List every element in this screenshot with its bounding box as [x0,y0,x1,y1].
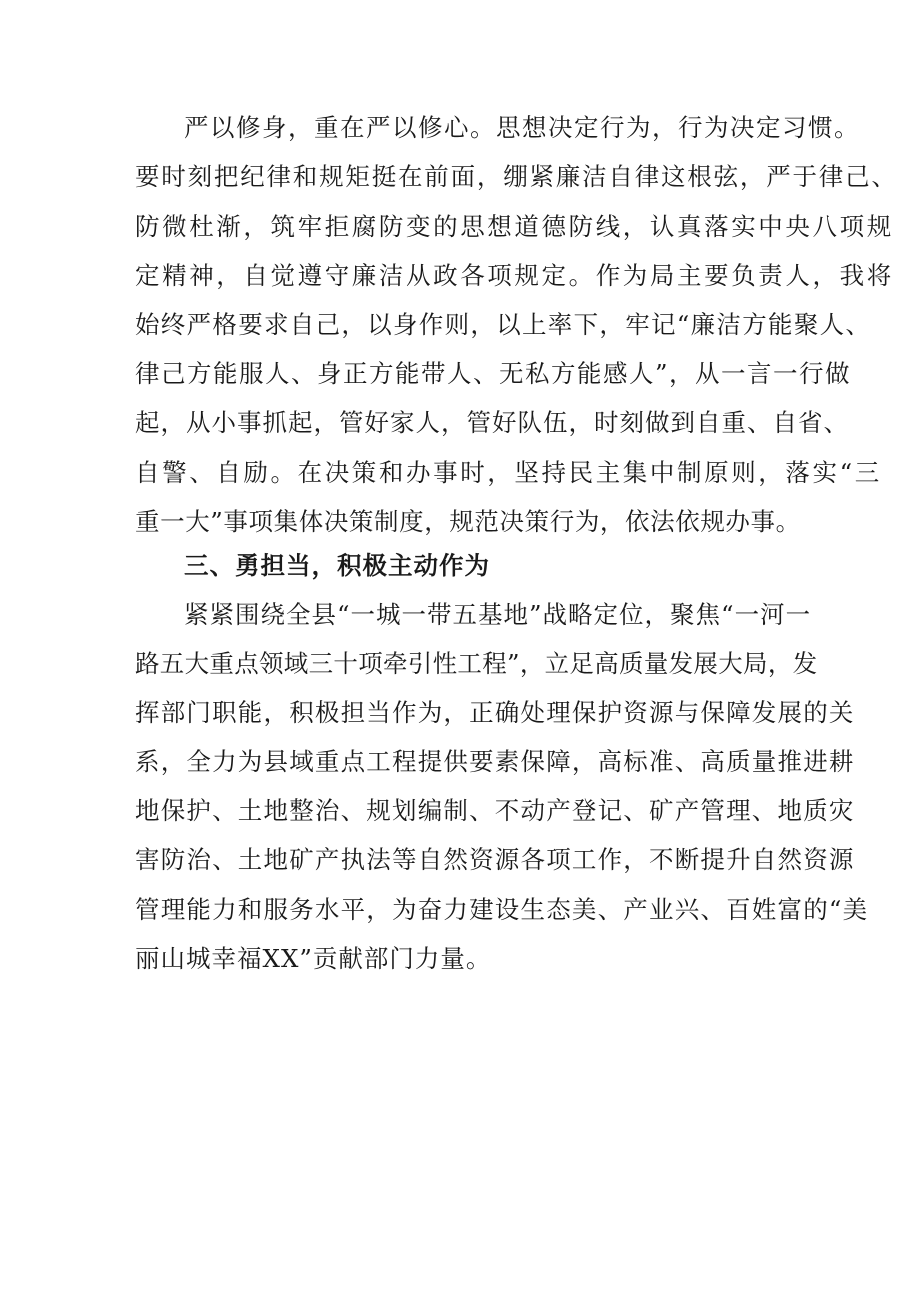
paragraph-line [0,740,920,784]
line-text: 要时刻把纪律和规矩挺在前面，绷紧廉洁自律这根弦，严于律己、 [135,162,898,191]
line-text: 紧紧围绕全县“一城一带五基地”战略定位，聚焦“一河一 [184,600,812,629]
paragraph-line [0,937,920,981]
paragraph-line [0,451,920,495]
paragraph-line [0,401,920,445]
line-text: 律己方能服人、身正方能带人、无私方能感人”，从一言一行做 [135,359,852,388]
paragraph-line [0,205,920,249]
line-text: 害防治、土地矿产执法等自然资源各项工作，不断提升自然资源 [135,845,855,874]
line-text: 自警、自励。在决策和办事时，坚持民主集中制原则，落实“三 [135,458,882,487]
line-text: 起，从小事抓起，管好家人，管好队伍，时刻做到自重、自省、 [135,408,849,437]
paragraph-line [0,106,920,150]
paragraph-line [0,254,920,298]
paragraph-line [0,888,920,932]
line-text: 始终严格要求自己，以身作则，以上率下，牢记“廉洁方能聚人、 [135,310,872,339]
paragraph-line [0,303,920,347]
paragraph-line [0,789,920,833]
line-text: 防微杜渐，筑牢拒腐防变的思想道德防线，认真落实中央八项规 [135,212,894,241]
paragraph-line [0,838,920,882]
paragraph-line [0,593,920,637]
section-heading-text: 三、勇担当，积极主动作为 [184,551,490,580]
paragraph-line [0,155,920,199]
paragraph-line [0,691,920,735]
paragraph-line [0,352,920,396]
line-text: 定精神，自觉遵守廉洁从政各项规定。作为局主要负责人，我将 [135,261,894,290]
line-text: 挥部门职能，积极担当作为，正确处理保护资源与保障发展的关 [135,698,855,727]
line-text: 路五大重点领域三十项牵引性工程”，立足高质量发展大局，发 [135,649,818,678]
line-text: 管理能力和服务水平，为奋力建设生态美、产业兴、百姓富的“美 [135,895,869,924]
line-text: 严以修身，重在严以修心。思想决定行为，行为决定习惯。 [184,113,860,142]
paragraph-line [0,500,920,544]
line-text: 系，全力为县域重点工程提供要素保障，高标准、高质量推进耕 [135,747,855,776]
line-text: 地保护、土地整治、规划编制、不动产登记、矿产管理、地质灾 [135,796,855,825]
paragraph-line [0,642,920,686]
line-text: 丽山城幸福XX”贡献部门力量。 [135,944,492,973]
line-text: 重一大”事项集体决策制度，规范决策行为，依法依规办事。 [135,507,801,536]
section-heading [0,544,920,588]
